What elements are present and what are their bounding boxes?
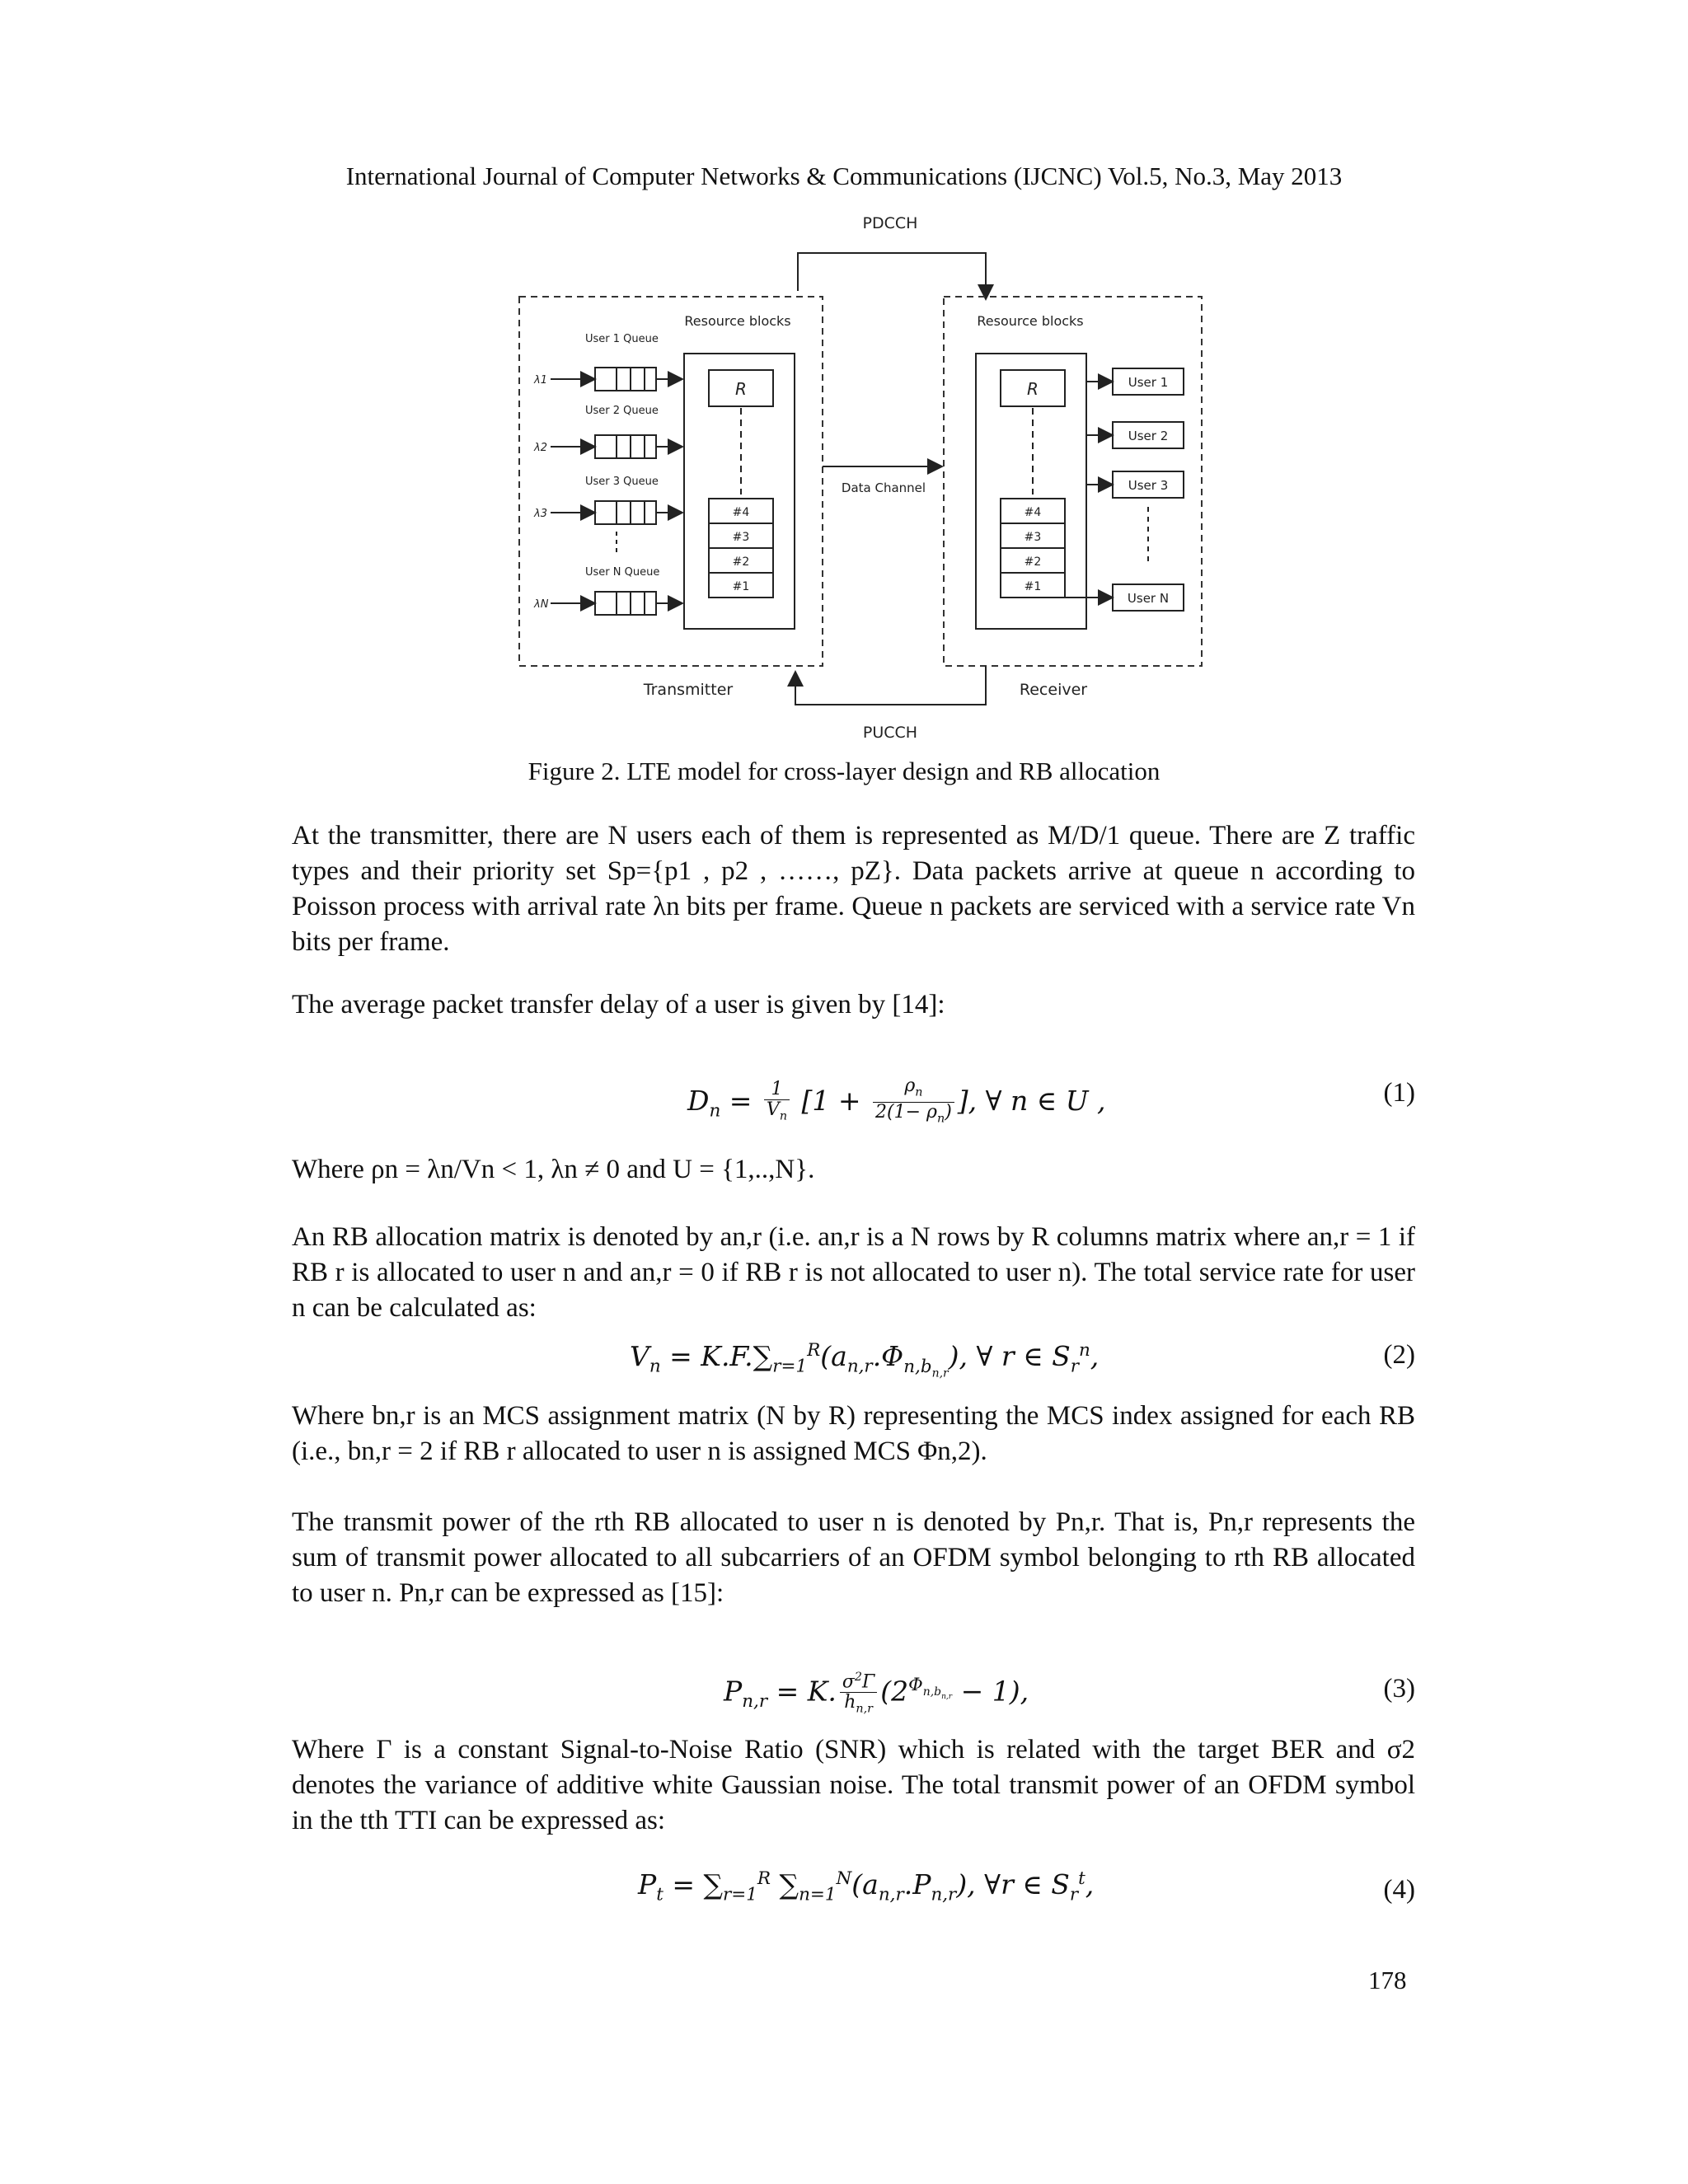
equation-3-number: (3) — [1383, 1674, 1415, 1704]
paragraph-5: Where bn,r is an MCS assignment matrix (N by R) representing the MCS index assigned for each RB (i.e., bn,r = 2 if RB r allocated to user n is assigned MCS Φn,2). — [292, 1401, 1415, 1466]
tx-rb-cell-3: #3 — [732, 531, 750, 544]
queue-2-label: User 2 Queue — [585, 405, 659, 417]
queue-1 — [533, 333, 682, 391]
queue-3-label: User 3 Queue — [585, 476, 659, 488]
equation-4: $P_t = \sum_{r=1}^R$ $\sum_{n=1}^N(a_{n,r}.P_{n,r})$, ∀r ∈ $S_r^t$, (4) — [638, 1868, 1415, 1905]
paragraph-7: Where Γ is a constant Signal-to-Noise Ratio (SNR) which is related with the target BER and σ2 denotes the variance of additive white Gaussian noise. The total transmit power of an OFDM symbol in the tth TTI can be expressed as: — [292, 1735, 1415, 1835]
paragraph-6: The transmit power of the rth RB allocated to user n is denoted by Pn,r. That is, Pn,r represents the sum of transmit power allocated to all subcarriers of an OFDM symbol belonging to rth RB allocated to user n. Pn,r can be expressed as [15]: — [292, 1507, 1415, 1608]
equation-1: $D_n$ = $\frac{1}{V_n}$ [1 + $\frac{\rho_n}{2(1- \rho_n)}$ ], ∀ n ∈ U , (1) — [687, 1076, 1415, 1126]
data-channel-label: Data Channel — [841, 480, 926, 495]
paragraph-4: An RB allocation matrix is denoted by an,r (i.e. an,r is a N rows by R columns matrix where an,r = 1 if RB r is allocated to user n and an,r = 0 if RB r is not allocated to user n). The total service rate for user n can be calculated as: — [292, 1222, 1415, 1323]
rx-rb-cell-4: #4 — [1024, 506, 1042, 519]
lte-model-figure — [503, 210, 1212, 754]
tx-resource-blocks-label: Resource blocks — [684, 313, 791, 329]
equation-3: $P_{n,r} = K$. $\frac{\sigma^2\Gamma}{h_{n,r}}$ $(2^{\Phi_{n,b_{n,r}}} - 1)$, (3) — [292, 1667, 1415, 1717]
tx-rb-cell-2: #2 — [732, 555, 750, 569]
tx-rb-cell-1: #1 — [732, 580, 750, 593]
transmitter-label: Transmitter — [643, 681, 734, 699]
paragraph-3: Where ρn = λn/Vn < 1, λn ≠ 0 and U = {1,..,N}. — [292, 1155, 815, 1184]
rx-rb-cell-1: #1 — [1024, 580, 1042, 593]
svg-text:λN: λN — [534, 598, 549, 611]
svg-text:λ2: λ2 — [534, 442, 547, 454]
tx-rb-cell-4: #4 — [732, 506, 750, 519]
paragraph-2: The average packet transfer delay of a user is given by [14]: — [292, 990, 945, 1019]
rx-user-n: User N — [1127, 591, 1170, 606]
queue-1-label: User 1 Queue — [585, 333, 659, 345]
equation-4-number: (4) — [1383, 1875, 1415, 1905]
receiver-label: Receiver — [1019, 681, 1088, 699]
svg-text:λ1: λ1 — [534, 374, 547, 387]
queue-n-label: User N Queue — [585, 566, 660, 579]
journal-header: International Journal of Computer Networks & Communications (IJCNC) Vol.5, No.3, May 2013 — [345, 162, 1343, 190]
queue-n — [533, 566, 682, 615]
tx-rb-R: R — [735, 379, 747, 399]
figure-caption: Figure 2. LTE model for cross-layer design and RB allocation — [528, 757, 1160, 785]
rx-rb-R: R — [1027, 379, 1039, 399]
paragraph-1: At the transmitter, there are N users each of them is represented as M/D/1 queue. There are Z traffic types and their priority set Sp={p1 , p2 , ……, pZ}. Data packets arrive at queue n according to Poisson process with arrival rate λn bits per frame. Queue n packets are serviced with a service rate Vn bits per frame. — [292, 821, 1415, 957]
rx-user-2: User 2 — [1128, 429, 1169, 443]
rx-rb-cell-3: #3 — [1024, 531, 1042, 544]
queue-2 — [533, 405, 682, 458]
svg-text:λ3: λ3 — [534, 508, 547, 520]
equation-2: $V_n = K.F.\sum_{r=1}^R(a_{n,r}.\Phi_{n,b_{n,r}})$, ∀ r ∈ $S_r^n$, (2) — [630, 1340, 1415, 1380]
equation-2-number: (2) — [1383, 1340, 1415, 1370]
rx-user-3: User 3 — [1128, 478, 1169, 493]
page-number: 178 — [1368, 1966, 1407, 1994]
queue-3 — [533, 476, 682, 524]
equation-1-number: (1) — [1383, 1078, 1415, 1108]
pdcch-label: PDCCH — [862, 214, 918, 232]
rx-rb-cell-2: #2 — [1024, 555, 1042, 569]
pucch-label: PUCCH — [862, 724, 918, 742]
rx-user-1: User 1 — [1128, 375, 1169, 390]
rx-resource-blocks-label: Resource blocks — [977, 313, 1084, 329]
